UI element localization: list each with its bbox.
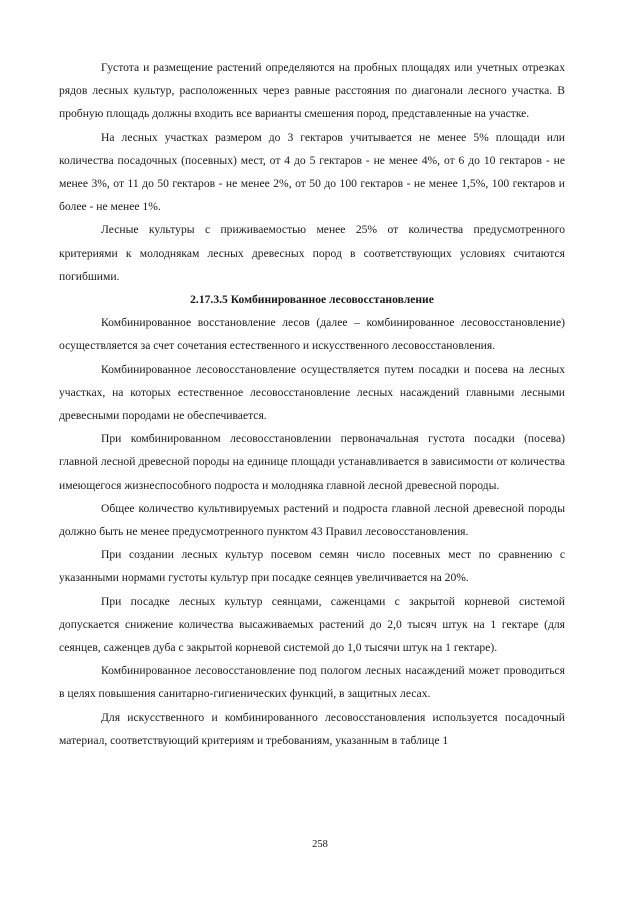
paragraph: Комбинированное восстановление лесов (далее – комбинированное лесовосстановление) осуществляется за счет сочетания естественного и искусственного лесовосстановления. bbox=[59, 316, 565, 353]
document-body bbox=[59, 56, 565, 752]
paragraph: Комбинированное лесовосстановление под пологом лесных насаждений может проводиться в целях повышения санитарно-гигиенических функций, в защитных лесах. bbox=[59, 664, 565, 701]
page-number: 258 bbox=[312, 839, 328, 850]
paragraph: Густота и размещение растений определяются на пробных площадях или учетных отрезках рядов лесных культур, расположенных через равные расстояния по диагонали лесного участка. В пробную площадь должны входить все варианты смешения пород, представленные на участке. bbox=[59, 61, 565, 121]
section-heading: 2.17.3.5 Комбинированное лесовосстановление bbox=[190, 293, 434, 307]
paragraph: Общее количество культивируемых растений и подроста главной лесной древесной породы должно быть не менее предусмотренного пунктом 43 Правил лесовосстановления. bbox=[59, 501, 565, 539]
paragraph: При создании лесных культур посевом семян число посевных мест по сравнению с указанными нормами густоты культур при посадке сеянцев увеличивается на 20%. bbox=[59, 548, 565, 585]
paragraph: При посадке лесных культур сеянцами, саженцами с закрытой корневой системой допускается снижение количества высаживаемых растений до 2,0 тысяч штук на 1 гектаре (для сеянцев, саженцев дуба с закрытой корневой системой до 1,0 тысячи штук на 1 гектаре). bbox=[59, 594, 565, 655]
paragraph: Комбинированное лесовосстановление осуществляется путем посадки и посева на лесных участках, на которых естественное лесовосстановление лесных насаждений главными лесными древесными породами не обеспечивается. bbox=[59, 362, 565, 423]
paragraph: Для искусственного и комбинированного лесовосстановления используется посадочный материал, соответствующий критериям и требованиям, указанным в таблице 1 bbox=[59, 710, 565, 747]
paragraph: Лесные культуры с приживаемостью менее 25% от количества предусмотренного критериями к молоднякам лесных древесных пород в соответствующих условиях считаются погибшими. bbox=[59, 223, 565, 283]
paragraph: При комбинированном лесовосстановлении первоначальная густота посадки (посева) главной лесной древесной породы на единице площади устанавливается в зависимости от количества имеющегося жизнеспособного подроста и молодняка главной лесной древесной породы. bbox=[59, 432, 565, 492]
paragraph: На лесных участках размером до 3 гектаров учитывается не менее 5% площади или количества посадочных (посевных) мест, от 4 до 5 гектаров - не менее 4%, от 6 до 10 гектаров - не менее 3%, от 11 до 50 гектаров - не менее 2%, от 50 до 100 гектаров - не менее 1,5%, 100 гектаров и более - не менее 1%. bbox=[59, 130, 565, 214]
